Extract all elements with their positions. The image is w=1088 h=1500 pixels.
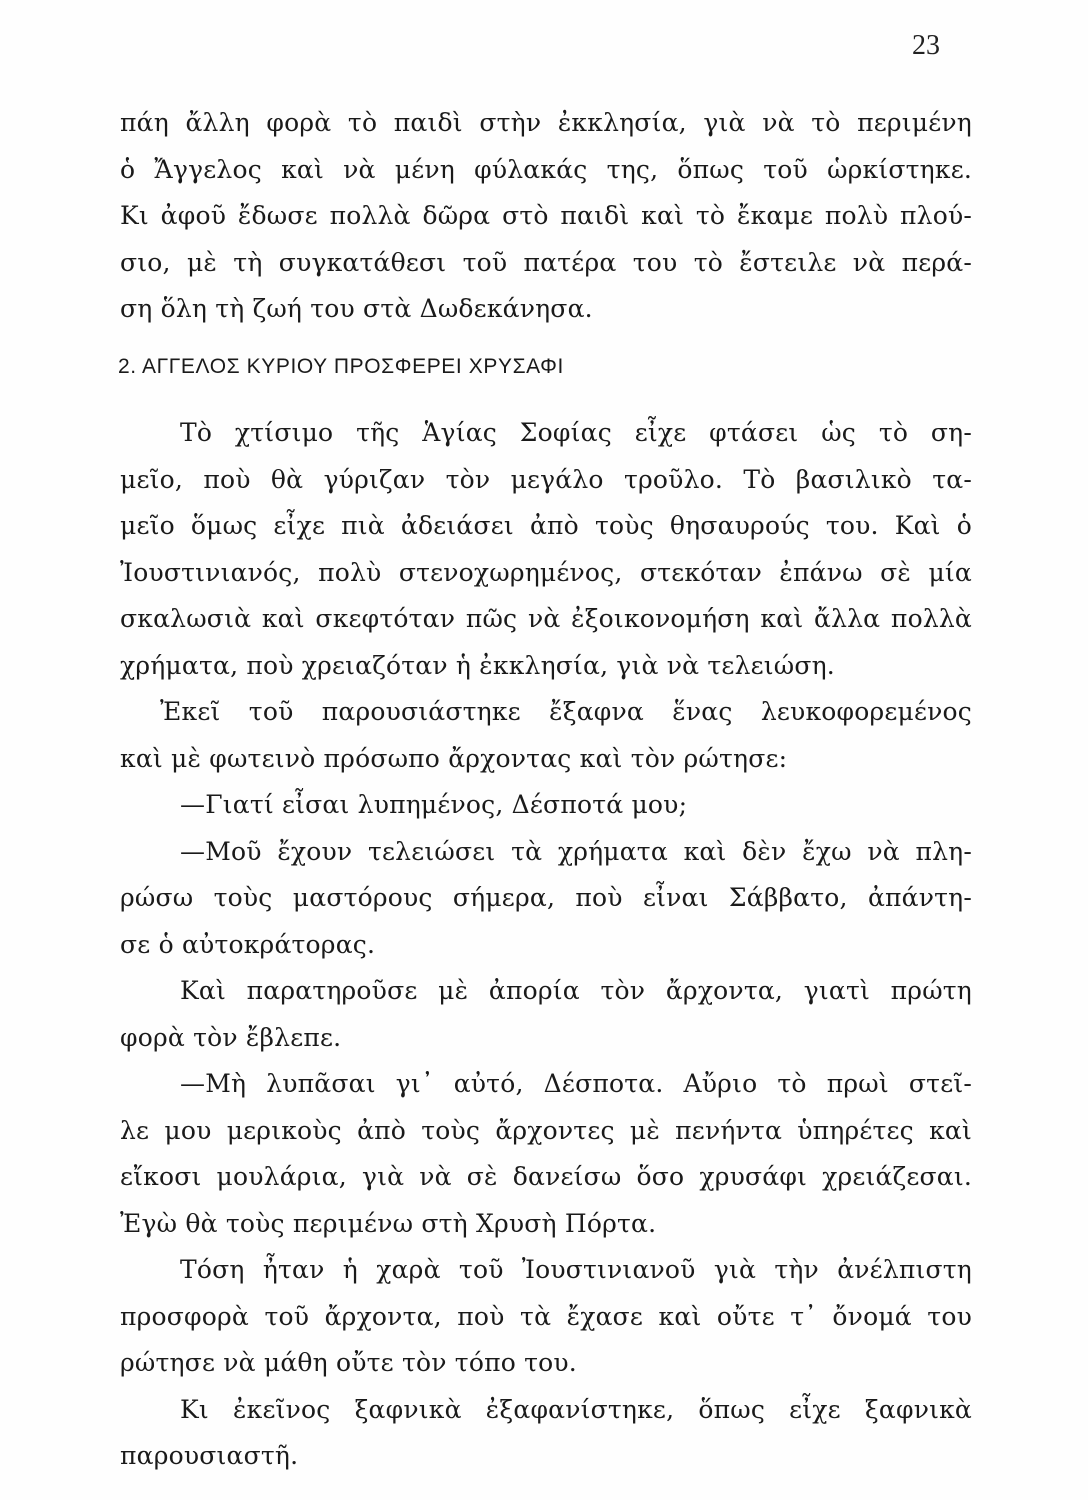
text-line: Κι ἀφοῦ ἔδωσε πολλὰ δῶρα στὸ παιδὶ καὶ τὸ ἔκαμε πολὺ πλού- (120, 201, 972, 230)
dialogue-line: —Μὴ λυπᾶσαι γι᾿ αὐτό, Δέσποτα. Αὔριο τὸ πρωὶ στεῖ- (180, 1069, 972, 1098)
page-number: 23 (912, 30, 940, 61)
text-line: χρήματα, ποὺ χρειαζόταν ἡ ἐκκλησία, γιὰ νὰ τελειώση. (120, 650, 835, 680)
text-line: σιο, μὲ τὴ συγκατάθεσι τοῦ πατέρα του τὸ ἔστειλε νὰ περά- (120, 247, 972, 277)
text-line: καὶ μὲ φωτεινὸ πρόσωπο ἄρχοντας καὶ τὸν ρώτησε: (120, 743, 788, 773)
text-line: φορὰ τὸν ἔβλεπε. (120, 1022, 342, 1052)
text-line: Ἰουστινιανός, πολὺ στενοχωρημένος, στεκόταν ἐπάνω σὲ μία (120, 557, 972, 587)
text-line: εἴκοσι μουλάρια, γιὰ νὰ σὲ δανείσω ὅσο χρυσάφι χρειάζεσαι. (120, 1162, 972, 1191)
text-line: παρουσιαστῆ. (120, 1441, 299, 1470)
story-body (120, 410, 972, 1480)
text-line: Τόση ἦταν ἡ χαρὰ τοῦ Ἰουστινιανοῦ γιὰ τὴν ἀνέλπιστη (180, 1255, 972, 1284)
text-line: ρώτησε νὰ μάθη οὔτε τὸν τόπο του. (120, 1348, 577, 1377)
text-line: Καὶ παρατηροῦσε μὲ ἀπορία τὸν ἄρχοντα, γιατὶ πρώτη (180, 976, 972, 1005)
text-line: Ἐγὼ θὰ τοὺς περιμένω στὴ Χρυσὴ Πόρτα. (120, 1208, 657, 1238)
text-line: σε ὁ αὐτοκράτορας. (120, 929, 376, 959)
text-line: μεῖο, ποὺ θὰ γύριζαν τὸν μεγάλο τροῦλο. Τὸ βασιλικὸ τα- (120, 464, 972, 494)
intro-paragraph (120, 100, 972, 333)
text-line: Κι ἐκεῖνος ξαφνικὰ ἐξαφανίστηκε, ὅπως εἶχε ξαφνικὰ (180, 1394, 972, 1424)
text-line: Τὸ χτίσιμο τῆς Ἁγίας Σοφίας εἶχε φτάσει ὡς τὸ ση- (180, 418, 972, 447)
text-line: ση ὅλη τὴ ζωή του στὰ Δωδεκάνησα. (120, 294, 593, 323)
dialogue-line: —Γιατί εἶσαι λυπημένος, Δέσποτά μου; (180, 790, 688, 819)
text-line: ρώσω τοὺς μαστόρους σήμερα, ποὺ εἶναι Σάββατο, ἀπάντη- (120, 883, 972, 912)
dialogue-line: —Μοῦ ἔχουν τελειώσει τὰ χρήματα καὶ δὲν ἔχω νὰ πλη- (180, 836, 972, 866)
text-line: μεῖο ὅμως εἶχε πιὰ ἀδειάσει ἀπὸ τοὺς θησαυρούς του. Καὶ ὁ (120, 511, 972, 540)
text-line: Ἐκεῖ τοῦ παρουσιάστηκε ἔξαφνα ἕνας λευκοφορεμένος (160, 697, 972, 726)
text-line: σκαλωσιὰ καὶ σκεφτόταν πῶς νὰ ἐξοικονομήση καὶ ἄλλα πολλὰ (120, 604, 972, 633)
text-line: ὁ Ἄγγελος καὶ νὰ μένη φύλακάς της, ὅπως τοῦ ὡρκίστηκε. (120, 154, 972, 184)
section-heading: 2. ΑΓΓΕΛΟΣ ΚΥΡΙΟΥ ΠΡΟΣΦΕΡΕΙ ΧΡΥΣΑΦΙ (118, 355, 564, 378)
text-line: λε μου μερικοὺς ἀπὸ τοὺς ἄρχοντες μὲ πενήντα ὑπηρέτες καὶ (120, 1115, 972, 1145)
text-line: προσφορὰ τοῦ ἄρχοντα, ποὺ τὰ ἔχασε καὶ οὔτε τ᾿ ὄνομά του (120, 1301, 972, 1331)
text-line: πάη ἄλλη φορὰ τὸ παιδὶ στὴν ἐκκλησία, γιὰ νὰ τὸ περιμένη (120, 108, 972, 137)
